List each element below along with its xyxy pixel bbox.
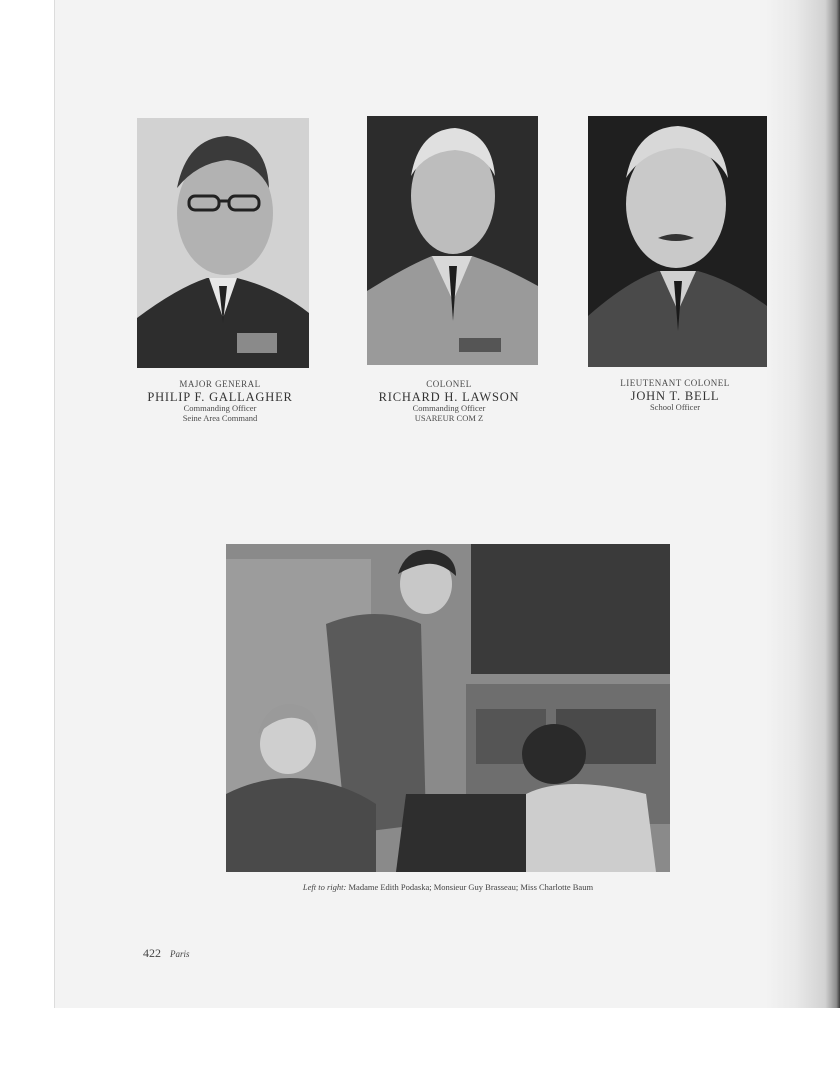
page-number: 422 <box>143 946 161 960</box>
section-name: Paris <box>170 949 190 959</box>
caption-gallagher <box>110 379 330 423</box>
caption-lawson <box>339 379 559 423</box>
officer-name: PHILIP F. GALLAGHER <box>147 390 293 404</box>
role-line: Commanding Officer <box>412 403 486 413</box>
portrait-photo-bell <box>588 116 767 367</box>
rank-label: COLONEL <box>426 379 472 389</box>
rank-label: LIEUTENANT COLONEL <box>620 378 730 388</box>
portrait-photo-gallagher <box>137 118 309 368</box>
officer-name: RICHARD H. LAWSON <box>378 390 520 404</box>
officer-name: JOHN T. BELL <box>630 389 720 403</box>
page-edge-shadow <box>766 0 840 1008</box>
portrait-photo-lawson <box>367 116 538 365</box>
caption-names: Madame Edith Podaska; Monsieur Guy Brasseau; Miss Charlotte Baum <box>348 882 594 892</box>
role-line: Seine Area Command <box>182 412 258 423</box>
role-line: School Officer <box>649 402 701 412</box>
page-footer <box>143 946 190 961</box>
role-line: USAREUR COM Z <box>414 412 484 423</box>
rank-label: MAJOR GENERAL <box>179 379 261 389</box>
group-photo-caption <box>226 882 670 892</box>
role-line: Commanding Officer <box>183 403 257 413</box>
group-photo <box>226 544 670 872</box>
caption-bell <box>565 378 785 413</box>
caption-lead: Left to right: <box>302 882 347 892</box>
